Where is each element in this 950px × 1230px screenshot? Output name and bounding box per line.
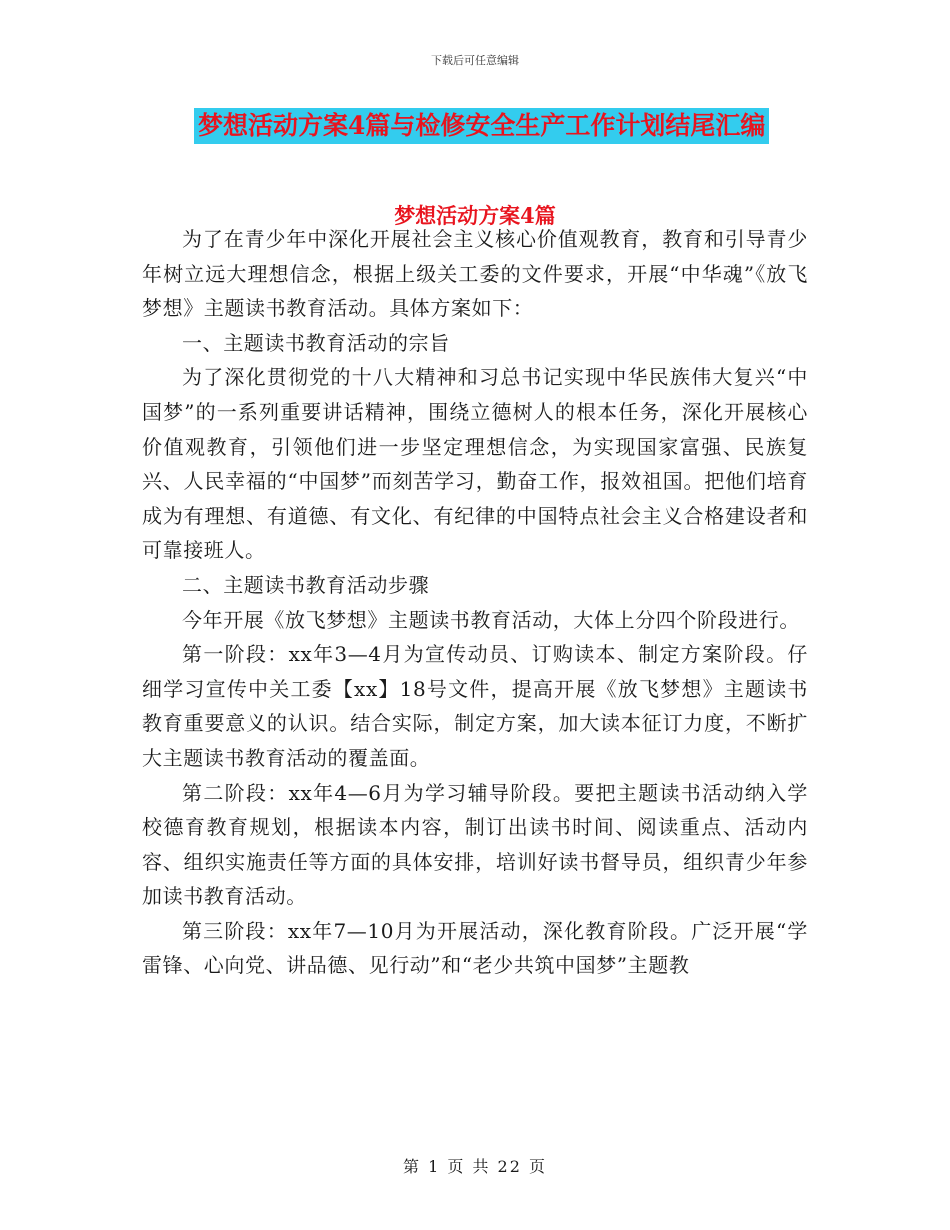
paragraph-stage-two: 第二阶段：xx年4—6月为学习辅导阶段。要把主题读书活动纳入学校德育教育规划，根据读本内容，制订出读书时间、阅读重点、活动内容、组织实施责任等方面的具体安排，培训好读书督导员，组织青少年参加读书教育活动。: [142, 780, 808, 909]
document-title: 梦想活动方案4篇与检修安全生产工作计划结尾汇编: [194, 108, 769, 144]
paragraph-purpose: 为了深化贯彻党的十八大精神和习总书记实现中华民族伟大复兴“中国梦”的一系列重要讲话精神，围绕立德树人的根本任务，深化开展核心价值观教育，引领他们进一步坚定理想信念，为实现国家富强、民族复兴、人民幸福的“中国梦”而刻苦学习，勤奋工作，报效祖国。把他们培育成为有理想、有道德、有文化、有纪律的中国特点社会主义合格建设者和可靠接班人。: [142, 365, 808, 563]
paragraph-stage-one: 第一阶段：xx年3—4月为宣传动员、订购读本、制定方案阶段。仔细学习宣传中关工委【xx】18号文件，提高开展《放飞梦想》主题读书教育重要意义的认识。结合实际，制定方案，加大读本征订力度，不断扩大主题读书教育活动的覆盖面。: [142, 642, 808, 770]
paragraph-heading-steps: 二、主题读书教育活动步骤: [182, 572, 430, 597]
body-text: [142, 222, 808, 983]
paragraph-intro: 为了在青少年中深化开展社会主义核心价值观教育，教育和引导青少年树立远大理想信念，根据上级关工委的文件要求，开展“中华魂”《放飞梦想》主题读书教育活动。具体方案如下：: [142, 227, 808, 321]
paragraph-heading-purpose: 一、主题读书教育活动的宗旨: [182, 330, 450, 355]
header-note: 下载后可任意编辑: [431, 54, 519, 67]
paragraph-stage-three: 第三阶段：xx年7—10月为开展活动，深化教育阶段。广泛开展“学雷锋、心向党、讲品德、见行动”和“老少共筑中国梦”主题教: [142, 918, 808, 978]
paragraph-steps-overview: 今年开展《放飞梦想》主题读书教育活动，大体上分四个阶段进行。: [182, 607, 800, 632]
section-title: 梦想活动方案4篇: [394, 203, 556, 228]
page-footer: 第 1 页 共 22 页: [403, 1157, 547, 1176]
